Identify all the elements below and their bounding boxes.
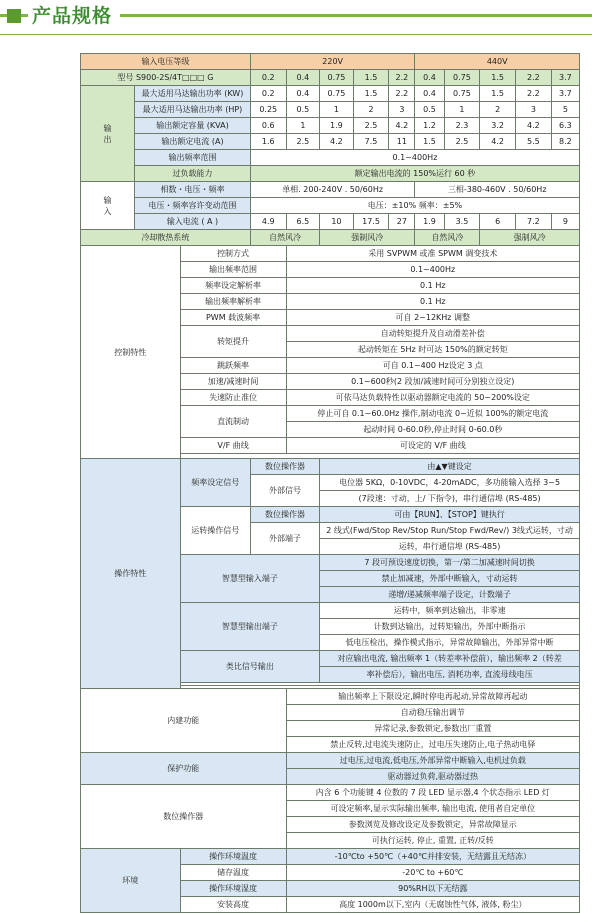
freq-set-ext-value: 电位器 5KΩ，0-10VDC，4-20mADC，多功能输入选择 3~5: [320, 475, 580, 491]
model-cell: 3.7: [551, 70, 579, 86]
run-label: 运转操作信号: [180, 507, 250, 555]
page-title: 产品规格: [28, 3, 120, 29]
vf-label: V/F 曲线: [180, 438, 286, 454]
dc-label: 直流制动: [180, 406, 286, 438]
cell: 1.2: [415, 118, 444, 134]
keypad-value: 可执行运转, 停止, 重置, 正转/反转: [286, 833, 579, 849]
torque-value: 起动转矩在 5Hz 时可达 150%的额定转矩: [286, 342, 579, 358]
cell: 1.5: [353, 86, 389, 102]
control-value: 可自 2~12KHz 调整: [286, 310, 579, 326]
model-cell: 2.2: [516, 70, 552, 86]
cell: 2: [353, 102, 389, 118]
cell: 0.4: [286, 86, 320, 102]
analog-value: 对应输出电流, 输出频率 1（转差率补偿前），输出频率 2（转差: [320, 651, 580, 667]
cell: 17.5: [353, 214, 389, 230]
model-cell: 0.4: [415, 70, 444, 86]
cell: 4.2: [320, 134, 354, 150]
cooling-label: 冷却散热系统: [81, 230, 251, 246]
smart-in-value: 禁止加减速，外部中断输入，寸动运转: [320, 571, 580, 587]
analog-label: 类比信号输出: [180, 651, 320, 683]
protect-value: 过电压,过电流,低电压,外部异常中断输入,电机过负载: [286, 753, 579, 769]
control-label: 控制方式: [180, 246, 286, 262]
overload-label: 过负载能力: [135, 166, 251, 182]
cell: 4.2: [516, 118, 552, 134]
control-label: 输出频率范围: [180, 262, 286, 278]
keypad-value: 可设定频率,显示实际输出频率, 输出电流, 使用者自定单位: [286, 801, 579, 817]
builtin-value: 自动稳压输出调节: [286, 705, 579, 721]
dc-value: 起动时间 0-60.0秒,停止时间 0-60.0秒: [286, 422, 579, 438]
run-ext-label: 外部端子: [250, 523, 319, 555]
output-group-label: [81, 86, 135, 182]
row-label: 输出额定电流 (A): [135, 134, 251, 150]
output-group-text: 输出: [103, 123, 112, 144]
cell: 7.2: [516, 214, 552, 230]
builtin-label: 内建功能: [81, 689, 287, 753]
model-cell: 0.4: [286, 70, 320, 86]
model-cell: 0.75: [320, 70, 354, 86]
cell: 0.75: [444, 86, 480, 102]
cell: 27: [389, 214, 415, 230]
freq-set-keypad-value: 由▲▼键设定: [320, 459, 580, 475]
cell: 9: [551, 214, 579, 230]
cell: 0.6: [250, 118, 286, 134]
overload-value: 额定输出电流的 150%运行 60 秒: [250, 166, 579, 182]
cell: 3.5: [444, 214, 480, 230]
cell: 2.2: [516, 86, 552, 102]
cooling-cell: 自然风冷: [250, 230, 319, 246]
in-current-label: 输入电流 ( A ): [135, 214, 251, 230]
out-freq-label: 输出频率范围: [135, 150, 251, 166]
jump-value: 可自 0.1~400 Hz设定 3 点: [286, 358, 579, 374]
torque-label: 转矩提升: [180, 326, 286, 358]
control-label: 输出频率解析率: [180, 294, 286, 310]
builtin-value: 输出频率上下限设定,瞬时停电再起动,异常故障再起动: [286, 689, 579, 705]
smart-out-value: 计数到达输出，过转矩输出，外部中断指示: [320, 619, 580, 635]
dc-value: 停止可自 0.1~60.0Hz 操作,制动电流 0~近似 100%的额定电流: [286, 406, 579, 422]
run-keypad-label: 数位操作器: [250, 507, 319, 523]
control-value: 采用 SVPWM 或准 SPWM 调变技术: [286, 246, 579, 262]
cell: 0.75: [320, 86, 354, 102]
cell: 5: [551, 102, 579, 118]
analog-value: 率补偿后），输出电压, 消耗功率, 直流母线电压: [320, 667, 580, 683]
model-cell: 1.5: [480, 70, 516, 86]
tolerance-value: 电压：±10% 频率：±5%: [250, 198, 579, 214]
phase-label: 相数・电压・频率: [135, 182, 251, 198]
input-group-label: [81, 182, 135, 230]
phase-220: 单相. 200-240V . 50/60Hz: [250, 182, 415, 198]
stall-label: 失速防止准位: [180, 390, 286, 406]
cell: 0.5: [286, 102, 320, 118]
cooling-cell: 强制风冷: [320, 230, 415, 246]
row-label: 最大适用马达输出功率 (HP): [135, 102, 251, 118]
cell: 1.5: [415, 134, 444, 150]
model-cell: 1.5: [353, 70, 389, 86]
title-square-icon: [7, 9, 21, 23]
jump-label: 跳跃频率: [180, 358, 286, 374]
cell: 2.5: [444, 134, 480, 150]
smart-in-value: 7 段可预设速度切换，第一/第二加减速时间切换: [320, 555, 580, 571]
control-label: 频率设定解析率: [180, 278, 286, 294]
builtin-value: 禁止反转,过电流失速防止，过电压失速防止,电子热动电驿: [286, 737, 579, 753]
cell: 0.4: [415, 86, 444, 102]
cell: 2.5: [353, 118, 389, 134]
protect-label: 保护功能: [81, 753, 287, 785]
cell: 1: [320, 102, 354, 118]
freq-set-ext-label: 外部信号: [250, 475, 319, 507]
cell: 8.2: [551, 134, 579, 150]
cell: 0.25: [250, 102, 286, 118]
stall-value: 可依马达负载特性以驱动器额定电流的 50~200%设定: [286, 390, 579, 406]
env-value: -10℃to +50℃（+40℃并排安装，无结露且无结冻）: [286, 849, 579, 865]
env-group-label: 环境: [81, 849, 181, 913]
run-ext-value: 2 线式(Fwd/Stop Rev/Stop Run/Stop Fwd/Rev/) 3线式运转，寸动: [320, 523, 580, 539]
smart-out-label: 智慧型输出端子: [180, 603, 320, 651]
cell: 4.2: [389, 118, 415, 134]
cell: 4.9: [250, 214, 286, 230]
env-value: 高度 1000m以下,室内（无腐蚀性气体, 液体, 粉尘）: [286, 897, 579, 913]
env-value: 90%RH以下无结露: [286, 881, 579, 897]
row-label: 输出额定容量 (KVA): [135, 118, 251, 134]
accel-value: 0.1~600秒(2 段加/减速时间可分别独立设定): [286, 374, 579, 390]
env-label: 操作环境温度: [180, 849, 286, 865]
input-voltage-label: 输入电压等级: [81, 54, 251, 70]
control-value: 0.1 Hz: [286, 278, 579, 294]
freq-set-keypad-label: 数位操作器: [250, 459, 319, 475]
cell: 3.7: [551, 86, 579, 102]
cell: 6: [480, 214, 516, 230]
cell: 3: [389, 102, 415, 118]
smart-out-value: 低电压检出，操作模式指示，异常故障输出，外部异常中断: [320, 635, 580, 651]
run-ext-value: 运转，串行通信埠 (RS-485): [320, 539, 580, 555]
model-label: 型号 S900-2S/4T□□□ G: [81, 70, 251, 86]
cell: 1: [444, 102, 480, 118]
control-group-label: 控制特性: [81, 246, 181, 459]
smart-out-value: 运转中，频率到达输出，非零速: [320, 603, 580, 619]
accel-label: 加速/减速时间: [180, 374, 286, 390]
cell: 2.3: [444, 118, 480, 134]
cell: 1.5: [480, 86, 516, 102]
keypad-value: 参数浏览及修改设定及参数锁定，异常故障显示: [286, 817, 579, 833]
builtin-value: 异常记录,参数锁定,参数出厂重置: [286, 721, 579, 737]
freq-set-ext-value: (7段速：寸动，上/ 下指令)，串行通信埠 (RS-485): [320, 491, 580, 507]
cell: 6.5: [286, 214, 320, 230]
control-value: 0.1 Hz: [286, 294, 579, 310]
cell: 6.3: [551, 118, 579, 134]
row-label: 最大适用马达输出功率 (KW): [135, 86, 251, 102]
keypad-value: 内含 6 个功能键 4 位数的 7 段 LED 显示器,4 个状态指示 LED 灯: [286, 785, 579, 801]
cell: 1: [286, 118, 320, 134]
protect-value: 驱动器过负荷,驱动器过热: [286, 769, 579, 785]
cell: 7.5: [353, 134, 389, 150]
tolerance-label: 电压・频率容许变动范围: [135, 198, 251, 214]
header-underline: [0, 34, 592, 35]
env-value: -20℃ to +60℃: [286, 865, 579, 881]
model-cell: 0.75: [444, 70, 480, 86]
vf-value: 可设定的 V/F 曲线: [286, 438, 579, 454]
input-group-text: 输入: [103, 195, 112, 216]
cell: 11: [389, 134, 415, 150]
freq-set-label: 频率设定信号: [180, 459, 250, 507]
control-value: 0.1~400Hz: [286, 262, 579, 278]
operation-group-label: 操作特性: [81, 459, 181, 689]
torque-value: 自动转矩提升及自动滑差补偿: [286, 326, 579, 342]
cell: 5.5: [516, 134, 552, 150]
cell: 4.2: [480, 134, 516, 150]
phase-440: 三相-380-460V . 50/60Hz: [415, 182, 580, 198]
cooling-cell: 强制风冷: [480, 230, 580, 246]
cell: 0.5: [415, 102, 444, 118]
cell: 2.2: [389, 86, 415, 102]
env-label: 储存温度: [180, 865, 286, 881]
spec-table: [80, 53, 580, 913]
cell: 10: [320, 214, 354, 230]
cell: 3: [516, 102, 552, 118]
section-header: [0, 0, 592, 40]
env-label: 操作环境湿度: [180, 881, 286, 897]
cell: 0.2: [250, 86, 286, 102]
cell: 3.2: [480, 118, 516, 134]
cell: 1.9: [415, 214, 444, 230]
voltage-440: 440V: [415, 54, 580, 70]
voltage-220: 220V: [250, 54, 415, 70]
smart-in-value: 递增/递减频率端子设定，计数端子: [320, 587, 580, 603]
cell: 2.5: [286, 134, 320, 150]
keypad-label: 数位操作器: [81, 785, 287, 849]
cell: 2: [480, 102, 516, 118]
model-cell: 2.2: [389, 70, 415, 86]
model-cell: 0.2: [250, 70, 286, 86]
out-freq-value: 0.1~400Hz: [250, 150, 579, 166]
smart-in-label: 智慧型输入端子: [180, 555, 320, 603]
run-keypad-value: 可由【RUN】、【STOP】键执行: [320, 507, 580, 523]
env-label: 安装高度: [180, 897, 286, 913]
control-label: PWM 载波频率: [180, 310, 286, 326]
cooling-cell: 自然风冷: [415, 230, 480, 246]
cell: 1.6: [250, 134, 286, 150]
cell: 1.9: [320, 118, 354, 134]
